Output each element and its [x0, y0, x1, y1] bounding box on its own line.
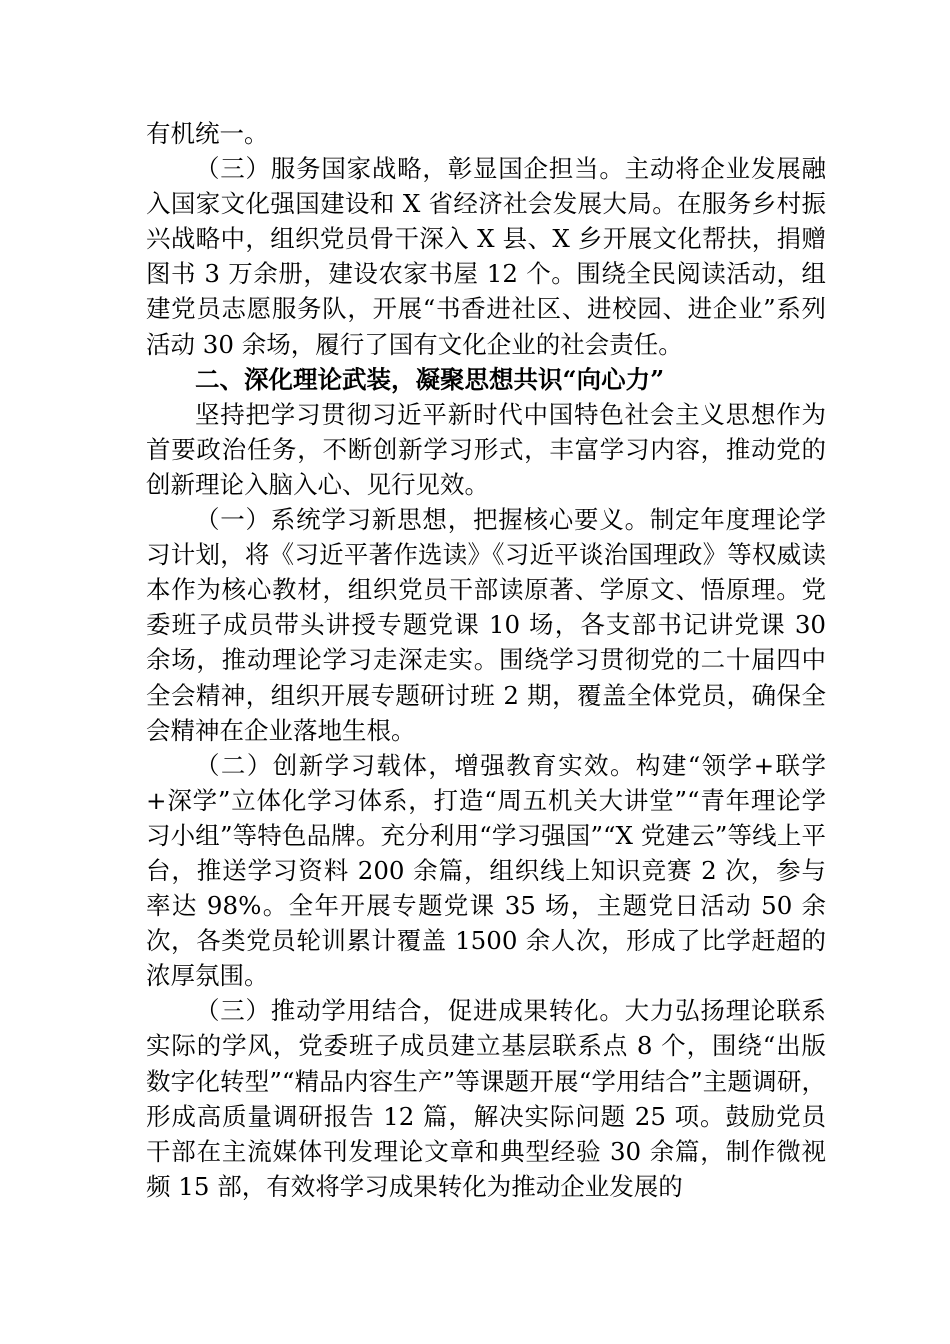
paragraph-study-application: （三）推动学用结合，促进成果转化。大力弘扬理论联系实际的学风，党委班子成员建立基层联系点 8 个，围绕“出版数字化转型”“精品内容生产”等课题开展“学用结合”主题调研，形成高质量调研报告 12 篇，解决实际问题 25 项。鼓励党员干部在主流媒体刊发理论文章和典型经验 30 余篇，制作微视频 15 部，有效将学习成果转化为推动企业发展的: [146, 996, 826, 1201]
paragraph-continuation: 有机统一。: [146, 119, 269, 148]
paragraph-section-intro: 坚持把学习贯彻习近平新时代中国特色社会主义思想作为首要政治任务，不断创新学习形式，丰富学习内容，推动党的创新理论入脑入心、见行见效。: [146, 399, 826, 499]
section-heading-theory: 二、深化理论武装，凝聚思想共识“向心力”: [195, 364, 665, 394]
paragraph-systematic-study: （一）系统学习新思想，把握核心要义。制定年度理论学习计划，将《习近平著作选读》《习近平谈治国理政》等权威读本作为核心教材，组织党员干部读原著、学原文、悟原理。党委班子成员带头讲授专题党课 10 场，各支部书记讲党课 30 余场，推动理论学习走深走实。围绕学习贯彻党的二十届四中全会精神，组织开展专题研讨班 2 期，覆盖全体党员，确保全会精神在企业落地生根。: [146, 505, 826, 745]
paragraph-innovative-carriers: （二）创新学习载体，增强教育实效。构建“领学+联学+深学”立体化学习体系，打造“周五机关大讲堂”“青年理论学习小组”等特色品牌。充分利用“学习强国”“X 党建云”等线上平台，推送学习资料 200 余篇，组织线上知识竞赛 2 次，参与率达 98%。全年开展专题党课 35 场，主题党日活动 50 余次，各类党员轮训累计覆盖 1500 余人次，形成了比学赶超的浓厚氛围。: [146, 750, 826, 991]
document-body: [146, 116, 826, 1204]
paragraph-serve-national-strategy: （三）服务国家战略，彰显国企担当。主动将企业发展融入国家文化强国建设和 X 省经济社会发展大局。在服务乡村振兴战略中，组织党员骨干深入 X 县、X 乡开展文化帮扶，捐赠图书 3 万余册，建设农家书屋 12 个。围绕全民阅读活动，组建党员志愿服务队，开展“书香进社区、进校园、进企业”系列活动 30 余场，履行了国有文化企业的社会责任。: [146, 154, 826, 359]
